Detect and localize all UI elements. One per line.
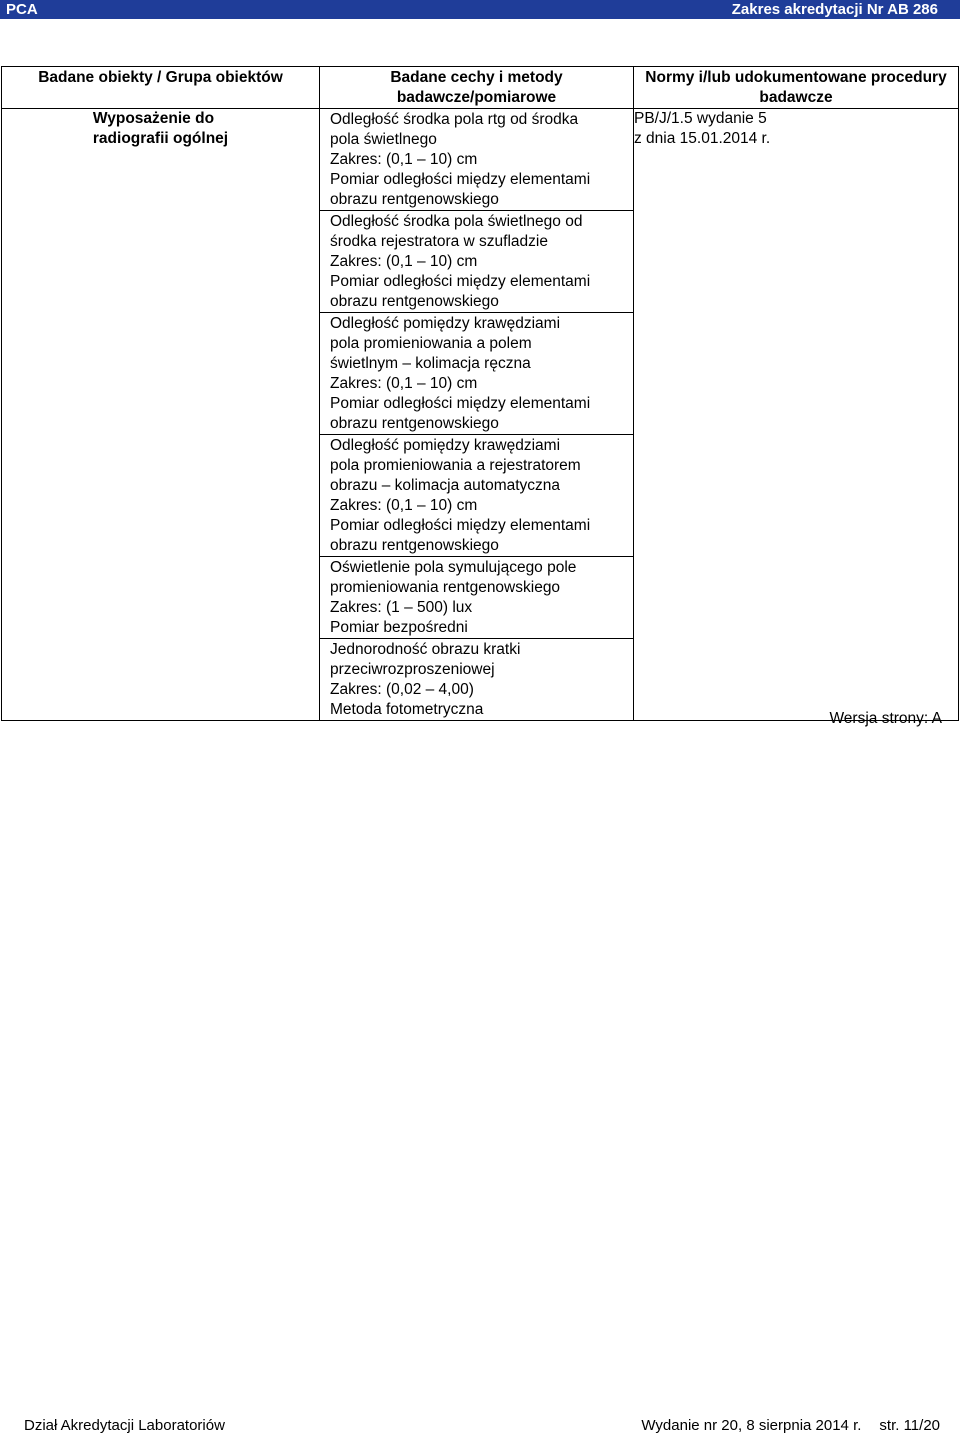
table-header-row [2, 67, 959, 109]
features-cell [320, 109, 634, 721]
header-features: Badane cechy i metody badawcze/pomiarowe [320, 67, 634, 109]
object-group-label [93, 109, 228, 149]
header-norms: Normy i/lub udokumentowane procedury badawcze [634, 67, 959, 109]
accreditation-scope-table [1, 66, 959, 721]
feature-line: Zakres: (0,1 – 10) cm [330, 151, 478, 168]
feature-line: pola promieniowania a polem [330, 335, 532, 352]
org-name: PCA [6, 1, 38, 18]
footer-department: Dział Akredytacji Laboratoriów [24, 1417, 225, 1434]
feature-line: Pomiar odległości między elementami [330, 395, 591, 412]
feature-item [320, 313, 633, 435]
feature-line: promieniowania rentgenowskiego [330, 579, 561, 596]
document-title: Zakres akredytacji Nr AB 286 [731, 1, 938, 18]
feature-line: Odległość środka pola świetlnego od [330, 213, 583, 230]
feature-line: obrazu rentgenowskiego [330, 537, 499, 554]
feature-line: Oświetlenie pola symulującego pole [330, 559, 577, 576]
feature-line: Pomiar odległości między elementami [330, 171, 591, 188]
feature-line: Zakres: (0,1 – 10) cm [330, 497, 478, 514]
feature-line: Jednorodność obrazu kratki [330, 641, 521, 658]
feature-line: Odległość pomiędzy krawędziami [330, 437, 561, 454]
feature-line: Zakres: (1 – 500) lux [330, 599, 473, 616]
feature-line: Zakres: (0,02 – 4,00) [330, 681, 474, 698]
feature-line: Pomiar bezpośredni [330, 619, 468, 636]
feature-line: pola promieniowania a rejestratorem [330, 457, 581, 474]
feature-line: przeciwrozproszeniowej [330, 661, 495, 678]
feature-line: środka rejestratora w szufladzie [330, 233, 548, 250]
feature-line: Pomiar odległości między elementami [330, 273, 591, 290]
footer-page-number: str. 11/20 [879, 1417, 940, 1434]
norms-cell [634, 109, 959, 721]
page-version: Wersja strony: A [829, 710, 942, 727]
page-header [0, 0, 960, 19]
feature-line: Zakres: (0,1 – 10) cm [330, 375, 478, 392]
feature-item [320, 211, 633, 313]
feature-line: Zakres: (0,1 – 10) cm [330, 253, 478, 270]
header-objects: Badane obiekty / Grupa obiektów [2, 67, 320, 109]
object-line: Wyposażenie do [92, 110, 215, 127]
object-cell [2, 109, 320, 721]
feature-line: obrazu rentgenowskiego [330, 293, 499, 310]
feature-item [320, 557, 633, 639]
footer-edition: Wydanie nr 20, 8 sierpnia 2014 r. [641, 1417, 862, 1434]
feature-line: pola świetlnego [330, 131, 437, 148]
feature-line: Metoda fotometryczna [330, 701, 484, 718]
norm-line: z dnia 15.01.2014 r. [634, 130, 771, 147]
page-footer [24, 1416, 940, 1436]
table-row [2, 109, 959, 721]
feature-line: Odległość środka pola rtg od środka [330, 111, 579, 128]
feature-line: obrazu rentgenowskiego [330, 415, 499, 432]
feature-item [320, 435, 633, 557]
feature-line: obrazu – kolimacja automatyczna [330, 477, 561, 494]
feature-item [320, 639, 633, 720]
feature-line: obrazu rentgenowskiego [330, 191, 499, 208]
feature-line: Pomiar odległości między elementami [330, 517, 591, 534]
feature-line: świetlnym – kolimacja ręczna [330, 355, 531, 372]
feature-item [320, 109, 633, 211]
footer-edition-block [641, 1416, 940, 1436]
feature-line: Odległość pomiędzy krawędziami [330, 315, 561, 332]
object-line: radiografii ogólnej [92, 130, 229, 147]
norm-line: PB/J/1.5 wydanie 5 [634, 110, 767, 127]
